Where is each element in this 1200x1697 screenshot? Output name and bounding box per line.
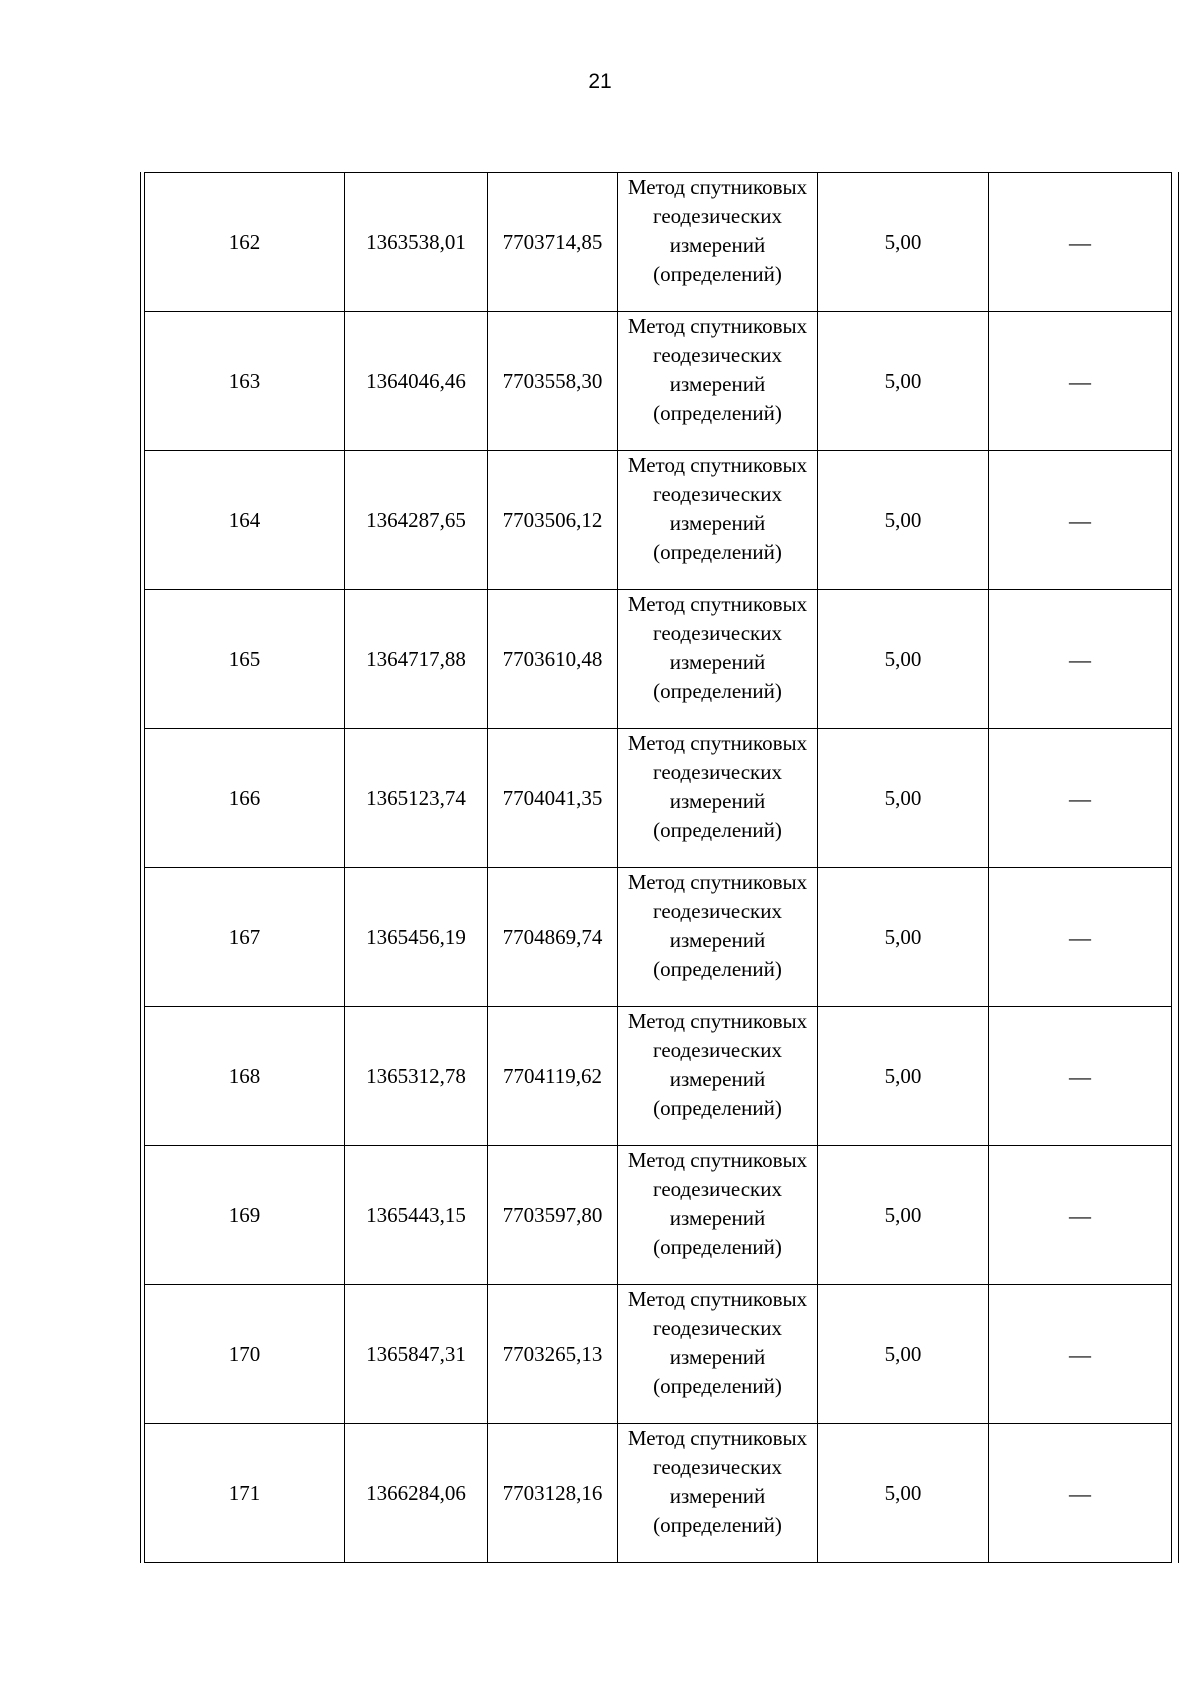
table-row — [145, 868, 1172, 1007]
table-row — [145, 173, 1172, 312]
point-number-cell: 162 — [145, 173, 345, 312]
method-text-line: измерений — [669, 789, 766, 813]
table-row — [145, 451, 1172, 590]
accuracy-cell: 5,00 — [818, 868, 989, 1007]
method-text-line: геодезических — [652, 482, 782, 506]
method-text-line: геодезических — [652, 760, 782, 784]
y-coordinate-cell: 7703714,85 — [488, 173, 618, 312]
x-coordinate-cell: 1364717,88 — [345, 590, 488, 729]
point-number-cell: 170 — [145, 1285, 345, 1424]
accuracy-cell: 5,00 — [818, 1146, 989, 1285]
y-coordinate-cell: 7703265,13 — [488, 1285, 618, 1424]
table-row — [145, 1424, 1172, 1563]
method-text-line: геодезических — [652, 204, 782, 228]
note-cell: — — [989, 451, 1172, 590]
coordinates-table-frame — [140, 172, 1179, 1563]
x-coordinate-cell: 1365443,15 — [345, 1146, 488, 1285]
method-text-line: измерений — [669, 233, 766, 257]
y-coordinate-cell: 7703506,12 — [488, 451, 618, 590]
accuracy-cell: 5,00 — [818, 1285, 989, 1424]
method-text-line: геодезических — [652, 1316, 782, 1340]
note-cell: — — [989, 1146, 1172, 1285]
accuracy-cell: 5,00 — [818, 312, 989, 451]
method-cell — [618, 868, 818, 1007]
x-coordinate-cell: 1365312,78 — [345, 1007, 488, 1146]
method-cell — [618, 1285, 818, 1424]
method-text-line: (определений) — [653, 1235, 782, 1259]
point-number-cell: 167 — [145, 868, 345, 1007]
coordinates-table-body — [145, 173, 1172, 1563]
y-coordinate-cell: 7704119,62 — [488, 1007, 618, 1146]
y-coordinate-cell: 7704041,35 — [488, 729, 618, 868]
coordinates-table — [144, 172, 1172, 1563]
point-number-cell: 163 — [145, 312, 345, 451]
method-text-line: (определений) — [653, 540, 782, 564]
method-text-line: геодезических — [652, 1177, 782, 1201]
method-text-line: (определений) — [653, 818, 782, 842]
method-text-line: измерений — [669, 650, 766, 674]
accuracy-cell: 5,00 — [818, 590, 989, 729]
method-cell — [618, 590, 818, 729]
point-number-cell: 164 — [145, 451, 345, 590]
method-text-line: измерений — [669, 928, 766, 952]
accuracy-cell: 5,00 — [818, 451, 989, 590]
point-number-cell: 168 — [145, 1007, 345, 1146]
method-text-line: Метод спутниковых — [627, 1148, 808, 1172]
method-text-line: Метод спутниковых — [627, 1287, 808, 1311]
table-row — [145, 312, 1172, 451]
note-cell: — — [989, 868, 1172, 1007]
method-text-line: (определений) — [653, 401, 782, 425]
method-cell — [618, 312, 818, 451]
point-number-cell: 171 — [145, 1424, 345, 1563]
method-cell — [618, 729, 818, 868]
method-text-line: Метод спутниковых — [627, 592, 808, 616]
note-cell: — — [989, 729, 1172, 868]
y-coordinate-cell: 7703597,80 — [488, 1146, 618, 1285]
table-row — [145, 729, 1172, 868]
x-coordinate-cell: 1365456,19 — [345, 868, 488, 1007]
method-text-line: геодезических — [652, 621, 782, 645]
accuracy-cell: 5,00 — [818, 729, 989, 868]
note-cell: — — [989, 1285, 1172, 1424]
method-text-line: измерений — [669, 511, 766, 535]
method-cell — [618, 451, 818, 590]
method-cell — [618, 173, 818, 312]
table-row — [145, 590, 1172, 729]
table-row — [145, 1285, 1172, 1424]
method-text-line: (определений) — [653, 679, 782, 703]
point-number-cell: 165 — [145, 590, 345, 729]
method-text-line: геодезических — [652, 1038, 782, 1062]
method-text-line: геодезических — [652, 1455, 782, 1479]
x-coordinate-cell: 1365123,74 — [345, 729, 488, 868]
point-number-cell: 169 — [145, 1146, 345, 1285]
method-text-line: (определений) — [653, 1374, 782, 1398]
method-cell — [618, 1007, 818, 1146]
table-row — [145, 1007, 1172, 1146]
x-coordinate-cell: 1364046,46 — [345, 312, 488, 451]
method-text-line: (определений) — [653, 957, 782, 981]
method-text-line: Метод спутниковых — [627, 731, 808, 755]
method-text-line: Метод спутниковых — [627, 1426, 808, 1450]
method-text-line: Метод спутниковых — [627, 453, 808, 477]
note-cell: — — [989, 312, 1172, 451]
accuracy-cell: 5,00 — [818, 173, 989, 312]
table-row — [145, 1146, 1172, 1285]
note-cell: — — [989, 173, 1172, 312]
method-text-line: (определений) — [653, 1513, 782, 1537]
point-number-cell: 166 — [145, 729, 345, 868]
y-coordinate-cell: 7703610,48 — [488, 590, 618, 729]
method-text-line: геодезических — [652, 899, 782, 923]
note-cell: — — [989, 1424, 1172, 1563]
x-coordinate-cell: 1366284,06 — [345, 1424, 488, 1563]
y-coordinate-cell: 7703128,16 — [488, 1424, 618, 1563]
note-cell: — — [989, 1007, 1172, 1146]
method-text-line: измерений — [669, 1067, 766, 1091]
y-coordinate-cell: 7704869,74 — [488, 868, 618, 1007]
method-text-line: (определений) — [653, 262, 782, 286]
method-text-line: измерений — [669, 372, 766, 396]
method-text-line: измерений — [669, 1206, 766, 1230]
method-cell — [618, 1424, 818, 1563]
accuracy-cell: 5,00 — [818, 1007, 989, 1146]
method-cell — [618, 1146, 818, 1285]
x-coordinate-cell: 1365847,31 — [345, 1285, 488, 1424]
method-text-line: (определений) — [653, 1096, 782, 1120]
x-coordinate-cell: 1363538,01 — [345, 173, 488, 312]
method-text-line: Метод спутниковых — [627, 1009, 808, 1033]
method-text-line: Метод спутниковых — [627, 314, 808, 338]
x-coordinate-cell: 1364287,65 — [345, 451, 488, 590]
method-text-line: измерений — [669, 1484, 766, 1508]
y-coordinate-cell: 7703558,30 — [488, 312, 618, 451]
note-cell: — — [989, 590, 1172, 729]
method-text-line: измерений — [669, 1345, 766, 1369]
method-text-line: Метод спутниковых — [627, 175, 808, 199]
method-text-line: геодезических — [652, 343, 782, 367]
accuracy-cell: 5,00 — [818, 1424, 989, 1563]
method-text-line: Метод спутниковых — [627, 870, 808, 894]
page-number: 21 — [588, 70, 612, 93]
